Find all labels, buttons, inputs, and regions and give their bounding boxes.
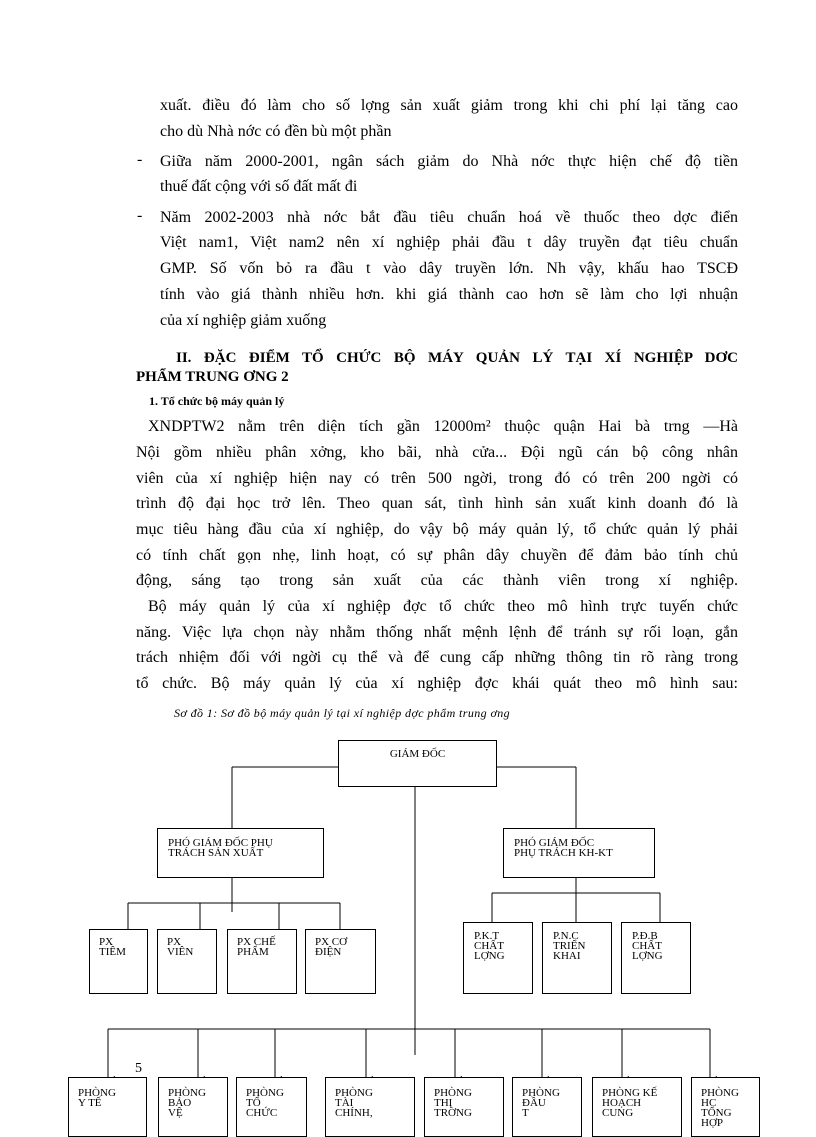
box-label: PHÒNG (522, 1087, 560, 1099)
box-label: KHAI (553, 950, 581, 962)
box-label: PX CHẾ (237, 936, 276, 948)
workshop-box (305, 929, 376, 994)
section-heading-cont: PHẨM TRUNG ƠNG 2 (136, 369, 289, 385)
box-label: Y TẾ (78, 1097, 102, 1109)
body-line: động, sáng tạo trong sản xuất của các thành viên trong xí nghiệp. (136, 572, 738, 589)
box-label: CHÍNH, (335, 1107, 373, 1119)
box-label: TRIỂN (553, 940, 586, 952)
body-line: trách nhiệm đối với ngời cụ thể và để cung cấp những thông tin rõ ràng trong (136, 649, 738, 666)
diagram-caption: Sơ đồ 1: Sơ đồ bộ máy quản lý tại xí nghiệp dợc phẩm trung ơng (174, 706, 511, 720)
department-box (236, 1077, 307, 1137)
body-line: tổ chức. Bộ máy quản lý của xí nghiệp đợc khái quát theo mô hình sau: (136, 675, 738, 692)
box-label: THỊ (434, 1097, 453, 1109)
box-label: PHÒNG (701, 1087, 739, 1099)
director-box (338, 740, 497, 787)
workshop-box (157, 929, 217, 994)
box-label: TÀI (335, 1097, 354, 1109)
box-label: VIÊN (167, 946, 194, 958)
bullet-marker: - (137, 207, 143, 224)
box-label: P.Đ.B (632, 930, 658, 942)
body-line: XNDPTW2 nằm trên diện tích gần 12000m² thuộc quận Hai bà trng —Hà (148, 418, 738, 435)
department-box (592, 1077, 682, 1137)
bullet-1-line: Giữa năm 2000-2001, ngân sách giảm do Nhà nớc thực hiện chế độ tiền (160, 153, 738, 170)
vp-tech-box (503, 828, 655, 878)
box-label: CUNG (602, 1107, 634, 1119)
box-label: CHẤT (474, 940, 504, 952)
box-label: LỢNG (474, 950, 505, 962)
box-label: PHÒNG (335, 1087, 373, 1099)
bullet-2-line: Việt nam1, Việt nam2 nên xí nghiệp phải đầu t dây truyền đạt tiêu chuẩn (160, 234, 738, 251)
body-line: năng. Việc lựa chọn này nhằm thống nhất mệnh lệnh để tránh sự rối loạn, gắn (136, 624, 738, 641)
box-label: PHÒNG (246, 1087, 284, 1099)
box-label: PHÓ GIÁM ĐỐC (514, 837, 595, 849)
bullet-1-line: thuế đất cộng với số đất mất đi (160, 178, 358, 195)
box-label: TRÁCH SẢN XUẤT (168, 847, 264, 859)
box-label: HC (701, 1097, 717, 1109)
bullet-2-line: Năm 2002-2003 nhà nớc bắt đầu tiêu chuẩn hoá về thuốc theo dợc điển (160, 209, 738, 226)
box-label: PHẨM (237, 946, 269, 958)
box-label: PHÒNG (434, 1087, 472, 1099)
department-box (512, 1077, 582, 1137)
department-box (158, 1077, 228, 1137)
box-label: ĐIỆN (315, 946, 342, 958)
box-label: LỢNG (632, 950, 663, 962)
intro-line: cho dù Nhà nớc có đền bù một phần (160, 123, 392, 140)
box-label: PHÒNG KẾ (602, 1087, 658, 1099)
workshop-box (89, 929, 148, 994)
box-label: VỆ (168, 1107, 183, 1119)
body-line: mục tiêu hàng đầu của xí nghiệp, do vậy bộ máy quản lý, tổ chức quản lý phải (136, 521, 738, 538)
vp-production-box (157, 828, 324, 878)
box-label: TRỜNG (434, 1107, 472, 1119)
page-number: 5 (135, 1061, 142, 1076)
box-label: PX CƠ (315, 936, 348, 948)
director-label: GIÁM ĐỐC (389, 748, 446, 760)
body-line: có tính chất gọn nhẹ, linh hoạt, có sự phân dây chuyền để đảm bảo tính chủ (136, 547, 738, 564)
department-box (691, 1077, 760, 1137)
box-label: PHÓ GIÁM ĐỐC PHỤ (168, 837, 273, 849)
department-box (325, 1077, 415, 1137)
workshop-box (227, 929, 297, 994)
box-label: P.N.C (553, 930, 579, 942)
body-line: Bộ máy quản lý của xí nghiệp đợc tổ chức theo mô hình trực tuyến chức (148, 598, 738, 615)
box-label: PHÒNG (78, 1087, 116, 1099)
box-label: PHÒNG (168, 1087, 206, 1099)
box-label: TIÊM (99, 946, 126, 958)
intro-line: xuất. điều đó làm cho số lợng sản xuất giảm trong khi chi phí lại tăng cao (160, 97, 738, 114)
box-label: P.K.T (474, 930, 500, 942)
box-label: PX (167, 936, 182, 948)
box-label: HOẠCH (602, 1097, 642, 1109)
division-box (463, 922, 533, 994)
division-box (621, 922, 691, 994)
bullet-marker: - (137, 151, 143, 168)
division-box (542, 922, 612, 994)
body-line: viên của xí nghiệp hiện nay có trên 500 ngời, trong đó có trên 200 ngời có (136, 470, 738, 487)
department-box (424, 1077, 504, 1137)
box-label: TỔNG (701, 1107, 732, 1119)
box-label: ĐẦU (522, 1097, 546, 1109)
body-line: trình độ đại học trở lên. Theo quan sát, tình hình sản xuất kinh doanh đó là (136, 495, 738, 512)
bullet-2-line: GMP. Số vốn bỏ ra đầu t vào dây truyền lớn. Nh vậy, khấu hao TSCĐ (160, 260, 738, 277)
box-label: T (522, 1107, 529, 1119)
box-label: CHỨC (246, 1107, 278, 1119)
bullet-2-line: của xí nghiệp giảm xuống (160, 312, 327, 329)
section-heading: II. ĐẶC ĐIỂM TỔ CHỨC BỘ MÁY QUẢN LÝ TẠI XÍ NGHIỆP DƠC (176, 350, 738, 366)
box-label: PX (99, 936, 114, 948)
department-box (68, 1077, 147, 1137)
box-label: HỢP (701, 1117, 724, 1129)
box-label: BẢO (168, 1097, 192, 1109)
box-label: PHỤ TRÁCH KH-KT (514, 847, 613, 859)
box-label: CHẤT (632, 940, 662, 952)
box-label: TỔ (246, 1097, 261, 1109)
subheading: 1. Tổ chức bộ máy quản lý (149, 394, 285, 408)
body-line: Nội gồm nhiều phân xởng, kho bãi, nhà cửa... Đội ngũ cán bộ công nhân (136, 444, 738, 461)
bullet-2-line: tính vào giá thành nhiều hơn. khi giá thành cao hơn sẽ làm cho lợi nhuận (160, 286, 738, 303)
